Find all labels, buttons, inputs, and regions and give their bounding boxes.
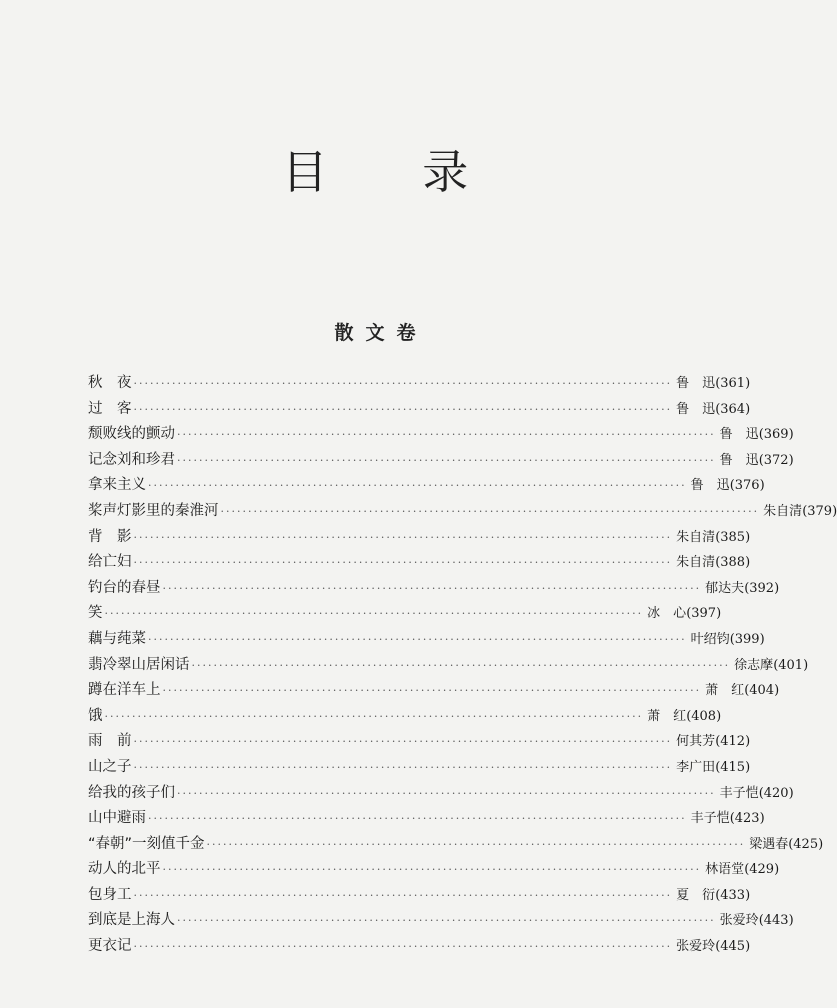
entry-page: (445)	[715, 939, 751, 955]
entry-page: (404)	[744, 683, 780, 699]
entry-author: 鲁 迅	[690, 478, 730, 494]
dot-leader: ··································································································	[162, 863, 702, 877]
entry-author: 叶绍钧	[690, 631, 730, 647]
toc-entry[interactable]	[88, 806, 765, 832]
entry-page: (412)	[715, 734, 751, 750]
entry-author: 朱自清	[676, 529, 716, 545]
entry-title: 颓败线的颤动	[88, 426, 175, 443]
entry-author: 萧 红	[705, 683, 745, 699]
dot-leader: ··································································································	[148, 812, 687, 826]
entry-title: 笑	[88, 605, 103, 622]
dot-leader: ··································································································	[133, 530, 673, 544]
section-heading: 散文卷	[334, 322, 428, 344]
entry-title: 秋 夜	[88, 375, 132, 391]
entry-author: 夏 衍	[676, 887, 716, 903]
dot-leader: ··································································································	[104, 709, 644, 723]
toc-entry[interactable]	[88, 857, 780, 883]
entry-page: (420)	[758, 785, 794, 801]
entry-title: 藕与莼菜	[88, 630, 146, 647]
entry-title: 山中避雨	[88, 810, 146, 827]
entry-title: 蹲在洋车上	[88, 682, 161, 699]
entry-title: 给我的孩子们	[88, 784, 175, 801]
entry-page: (361)	[715, 376, 751, 391]
dot-leader: ··································································································	[177, 914, 716, 928]
entry-page: (433)	[715, 887, 751, 903]
entry-title: 雨 前	[88, 733, 132, 750]
dot-leader: ··································································································	[162, 581, 702, 595]
entry-title: 动人的北平	[88, 861, 161, 878]
toc-entry[interactable]	[88, 550, 751, 576]
entry-page: (372)	[758, 452, 794, 468]
toc-entry[interactable]	[88, 627, 765, 653]
entry-author: 李广田	[676, 759, 716, 775]
entry-author: 何其芳	[676, 734, 716, 750]
entry-author: 林语堂	[705, 862, 745, 878]
dot-leader: ··································································································	[133, 735, 673, 749]
entry-title: 记念刘和珍君	[88, 451, 175, 468]
toc-entry[interactable]	[88, 448, 794, 474]
entry-author: 丰子恺	[719, 785, 759, 801]
toc-entry[interactable]	[88, 678, 780, 704]
dot-leader: ··································································································	[177, 453, 716, 467]
dot-leader: ··································································································	[220, 504, 760, 518]
entry-page: (429)	[744, 862, 780, 878]
dot-leader: ··································································································	[191, 658, 731, 672]
entry-title: 钓台的春昼	[88, 579, 161, 596]
toc-entry[interactable]	[88, 704, 722, 730]
entry-author: 郁达夫	[705, 580, 745, 596]
toc-entry[interactable]	[88, 729, 751, 755]
entry-title: “春朝”一刻值千金	[88, 835, 205, 852]
entry-page: (388)	[715, 555, 751, 571]
entry-page: (392)	[744, 580, 780, 596]
dot-leader: ··································································································	[206, 837, 746, 851]
entry-author: 朱自清	[763, 503, 803, 519]
entry-author: 鲁 迅	[676, 376, 716, 391]
dot-leader: ··································································································	[133, 556, 673, 570]
toc-entry[interactable]	[88, 653, 809, 679]
toc-entry[interactable]	[88, 908, 794, 934]
entry-author: 梁遇春	[749, 836, 789, 852]
dot-leader: ··································································································	[133, 377, 673, 390]
entry-title: 过 客	[88, 400, 132, 417]
entry-title: 山之子	[88, 758, 132, 775]
entry-page: (376)	[729, 478, 765, 494]
entry-page: (401)	[773, 657, 809, 673]
entry-author: 徐志摩	[734, 657, 774, 673]
toc-entry[interactable]	[88, 883, 751, 909]
page-title: 目 录	[281, 145, 509, 199]
entry-page: (397)	[686, 606, 722, 622]
toc-entry[interactable]	[88, 525, 751, 551]
entry-page: (369)	[758, 427, 794, 443]
entry-title: 翡冷翠山居闲话	[88, 656, 190, 673]
dot-leader: ··································································································	[133, 402, 673, 416]
entry-author: 冰 心	[647, 606, 687, 622]
toc-entry[interactable]	[88, 397, 751, 423]
entry-author: 鲁 迅	[676, 401, 716, 417]
entry-title: 饿	[88, 707, 103, 724]
toc-entry[interactable]	[88, 576, 780, 602]
toc-entry[interactable]	[88, 473, 765, 499]
entry-author: 朱自清	[676, 555, 716, 571]
entry-page: (385)	[715, 529, 751, 545]
dot-leader: ··································································································	[133, 940, 673, 954]
entry-title: 给亡妇	[88, 554, 132, 571]
entry-title: 桨声灯影里的秦淮河	[88, 502, 219, 519]
dot-leader: ··································································································	[104, 607, 644, 621]
entry-page: (423)	[729, 811, 765, 827]
dot-leader: ··································································································	[133, 888, 673, 902]
entry-page: (415)	[715, 759, 751, 775]
entry-title: 拿来主义	[88, 477, 146, 494]
entry-page: (379)	[802, 503, 837, 519]
entry-author: 鲁 迅	[719, 427, 759, 443]
dot-leader: ··································································································	[177, 786, 716, 800]
toc-entry[interactable]	[88, 601, 722, 627]
dot-leader: ··································································································	[133, 760, 673, 774]
toc-entry[interactable]	[88, 371, 751, 397]
toc-list	[88, 371, 837, 960]
entry-title: 更衣记	[88, 938, 132, 955]
entry-author: 鲁 迅	[719, 452, 759, 468]
entry-author: 丰子恺	[690, 811, 730, 827]
toc-entry[interactable]	[88, 781, 794, 807]
entry-page: (425)	[788, 836, 824, 852]
entry-page: (443)	[758, 913, 794, 929]
dot-leader: ··································································································	[162, 684, 702, 698]
entry-page: (399)	[729, 631, 765, 647]
dot-leader: ··································································································	[148, 479, 687, 493]
entry-page: (408)	[686, 708, 722, 724]
toc-entry[interactable]	[88, 499, 837, 525]
entry-title: 到底是上海人	[88, 912, 175, 929]
toc-entry[interactable]	[88, 934, 751, 960]
entry-title: 包身工	[88, 886, 132, 903]
entry-author: 张爱玲	[676, 939, 716, 955]
entry-title: 背 影	[88, 528, 132, 545]
entry-author: 张爱玲	[719, 913, 759, 929]
dot-leader: ··································································································	[177, 428, 716, 442]
dot-leader: ··································································································	[148, 632, 687, 646]
entry-page: (364)	[715, 401, 751, 417]
toc-entry[interactable]	[88, 755, 751, 781]
toc-entry[interactable]	[88, 422, 794, 448]
toc-entry[interactable]	[88, 832, 824, 858]
entry-author: 萧 红	[647, 708, 687, 724]
